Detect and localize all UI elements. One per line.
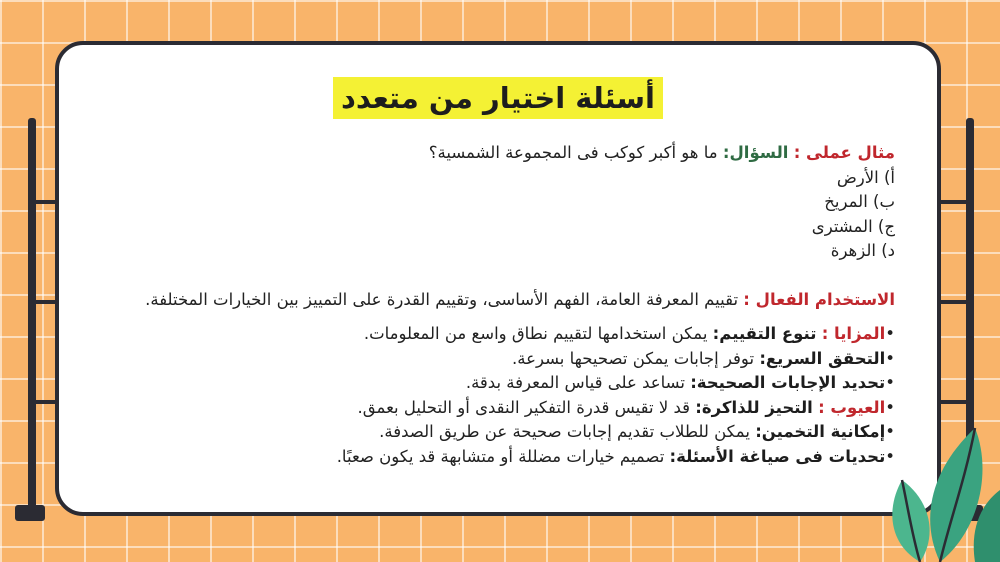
effective-use-text: تقييم المعرفة العامة، الفهم الأساسى، وتقييم القدرة على التمييز بين الخيارات المختلفة.: [145, 289, 739, 309]
stand-rail: [940, 200, 972, 204]
question-text: ما هو أكبر كوكب فى المجموعة الشمسية؟: [428, 143, 718, 162]
point-text: يمكن استخدامها لتقييم نطاق واسع من المعلومات.: [363, 324, 708, 343]
point-text: قد لا تقيس قدرة التفكير النقدى أو التحليل بعمق.: [357, 397, 691, 417]
effective-use-label: الاستخدام الفعال :: [743, 289, 895, 309]
list-item: [129, 445, 895, 470]
bullet: •: [885, 348, 895, 368]
stand-left-foot: [15, 505, 45, 521]
effective-use-paragraph: [129, 288, 895, 313]
point-label: تحديات فى صياغة الأسئلة:: [669, 446, 886, 466]
bullet: •: [885, 422, 895, 441]
bullet: •: [885, 446, 895, 466]
list-item: [129, 420, 895, 445]
slide-title: أسئلة اختيار من متعدد: [333, 77, 663, 119]
disadvantages-label: العيوب :: [818, 397, 886, 417]
point-text: يمكن للطلاب تقديم إجابات صحيحة عن طريق الصدفة.: [379, 422, 750, 441]
example-question-line: [129, 141, 895, 166]
option-item: د) الزهرة: [830, 241, 895, 260]
stand-rail: [940, 300, 972, 304]
list-item: [129, 396, 895, 421]
advantages-label: المزايا :: [821, 324, 886, 343]
stand-left-pole: [28, 118, 36, 518]
whiteboard: [55, 41, 941, 516]
point-label: تحديد الإجابات الصحيحة:: [690, 373, 886, 392]
option-item: ج) المشترى: [811, 216, 895, 236]
slide-content: [129, 141, 895, 469]
example-label: مثال عملى :: [793, 143, 895, 162]
list-item: [129, 322, 895, 347]
point-label: تنوع التقييم:: [712, 324, 817, 343]
point-text: توفر إجابات يمكن تصحيحها بسرعة.: [512, 348, 755, 368]
bullet: •: [885, 397, 895, 417]
option-item: أ) الأرض: [836, 167, 895, 187]
list-item: [129, 347, 895, 372]
point-label: إمكانية التخمين:: [755, 422, 886, 441]
stand-rail: [940, 400, 972, 404]
bullet: •: [885, 324, 895, 343]
option-item: ب) المريخ: [824, 192, 895, 211]
point-text: تساعد على قياس المعرفة بدقة.: [465, 373, 685, 392]
point-text: تصميم خيارات مضللة أو متشابهة قد يكون صعبًا.: [336, 446, 665, 466]
point-label: التحيز للذاكرة:: [695, 397, 813, 417]
point-label: التحقق السريع:: [759, 348, 886, 368]
bullet: •: [885, 373, 895, 392]
list-item: [129, 371, 895, 396]
plant-leaves-icon: [880, 410, 1000, 562]
question-label: السؤال:: [722, 143, 789, 162]
